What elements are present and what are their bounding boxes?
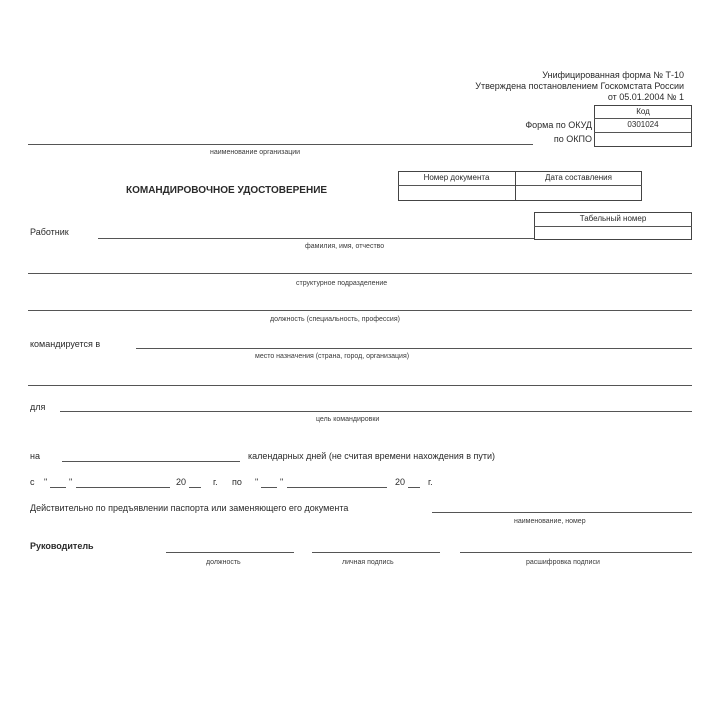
destination-line[interactable]	[136, 348, 692, 349]
approval-text: Утверждена постановлением Госкомстата России	[475, 81, 684, 91]
period-to-year-line[interactable]	[408, 487, 420, 488]
signature-position-line[interactable]	[166, 552, 294, 553]
period-to-year-prefix: 20	[395, 477, 406, 487]
period-from-year-prefix: 20	[176, 477, 187, 487]
validity-caption: наименование, номер	[514, 518, 586, 525]
okpo-label: по ОКПО	[553, 134, 592, 144]
form-name: Унифицированная форма № Т-10	[542, 70, 684, 80]
destination-caption: место назначения (страна, город, организация)	[255, 353, 410, 360]
signature-label: Руководитель	[30, 541, 94, 551]
period-to-label: по	[232, 477, 242, 487]
signature-sign-line[interactable]	[312, 552, 440, 553]
purpose-caption: цель командировки	[316, 416, 380, 423]
purpose-line[interactable]	[60, 411, 692, 412]
period-from-day-line[interactable]	[50, 487, 66, 488]
period-from-quote-close: "	[69, 477, 73, 487]
worker-fio-caption: фамилия, имя, отчество	[305, 243, 385, 250]
purpose-label: для	[30, 402, 46, 412]
organization-line[interactable]	[28, 144, 533, 145]
period-to-year-suffix: г.	[428, 477, 433, 487]
doc-date-header: Дата составления	[545, 173, 612, 182]
okud-label: Форма по ОКУД	[525, 120, 592, 130]
signature-sign-caption: личная подпись	[342, 559, 394, 566]
period-to-quote-close: "	[280, 477, 284, 487]
signature-decode-line[interactable]	[460, 552, 692, 553]
period-from-quote-open: "	[44, 477, 48, 487]
period-from-year-suffix: г.	[213, 477, 218, 487]
worker-label: Работник	[30, 227, 69, 237]
period-to-day-line[interactable]	[261, 487, 277, 488]
tabel-number-value[interactable]	[534, 228, 692, 239]
position-caption: должность (специальность, профессия)	[270, 316, 400, 323]
department-caption: структурное подразделение	[296, 280, 388, 287]
period-to-month-line[interactable]	[287, 487, 387, 488]
tabel-number-header: Табельный номер	[579, 214, 647, 223]
document-title: КОМАНДИРОВОЧНОЕ УДОСТОВЕРЕНИЕ	[126, 185, 328, 196]
doc-date-value[interactable]	[515, 187, 642, 199]
validity-text: Действительно по предъявлении паспорта или заменяющего его документа	[30, 503, 349, 513]
duration-days-line[interactable]	[62, 461, 240, 462]
period-to-quote-open: "	[255, 477, 259, 487]
signature-decode-caption: расшифровка подписи	[526, 559, 600, 566]
duration-days-text: календарных дней (не считая времени нахождения в пути)	[248, 451, 496, 461]
destination-label: командируется в	[30, 339, 101, 349]
destination-line-2[interactable]	[28, 385, 692, 386]
code-header: Код	[636, 107, 650, 116]
duration-label: на	[30, 451, 40, 461]
approval-date: от 05.01.2004 № 1	[607, 92, 684, 102]
period-from-year-line[interactable]	[189, 487, 201, 488]
department-line[interactable]	[28, 273, 692, 274]
worker-fio-line[interactable]	[98, 238, 534, 239]
period-from-month-line[interactable]	[76, 487, 170, 488]
validity-line[interactable]	[432, 512, 692, 513]
organization-caption: наименование организации	[210, 149, 301, 156]
doc-number-header: Номер документа	[423, 173, 490, 182]
okud-value: 0301024	[627, 120, 659, 129]
period-from-label: с	[30, 477, 35, 487]
signature-position-caption: должность	[206, 559, 241, 566]
doc-number-value[interactable]	[398, 187, 515, 199]
position-line[interactable]	[28, 310, 692, 311]
